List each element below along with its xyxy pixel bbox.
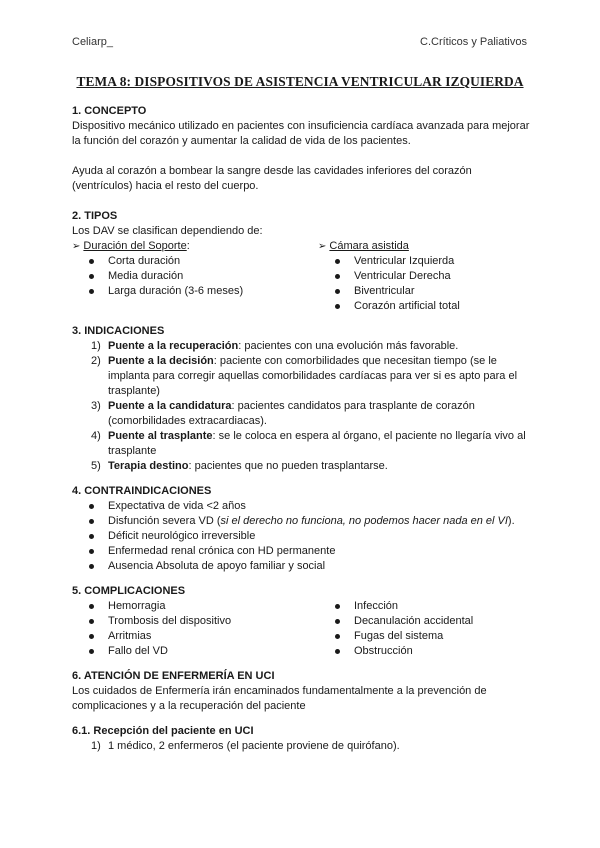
list-item: Corazón artificial total: [335, 299, 530, 314]
tipos-intro: Los DAV se clasifican dependiendo de:: [72, 225, 263, 237]
list-item: Ventricular Izquierda: [335, 254, 530, 269]
bullet-dot-icon: [89, 259, 94, 264]
duracion-colon: :: [186, 240, 190, 252]
camara-heading: Cámara asistida: [329, 240, 409, 252]
bullet-dot-icon: [89, 649, 94, 654]
bullet-dot-icon: [89, 519, 94, 524]
list-item: Decanulación accidental: [335, 614, 530, 629]
list-item: Ausencia Absoluta de apoyo familiar y social: [89, 559, 530, 574]
section-heading-atencion: 6. ATENCIÓN DE ENFERMERÍA EN UCI: [72, 670, 275, 682]
section-heading-tipos: 2. TIPOS: [72, 210, 118, 222]
bullet-dot-icon: [335, 619, 340, 624]
list-item: Ventricular Derecha: [335, 269, 530, 284]
list-item: Infección: [335, 599, 530, 614]
list-item: 1) Puente a la recuperación: pacientes con una evolución más favorable.: [91, 340, 459, 352]
list-item: 5) Terapia destino: pacientes que no pueden trasplantarse.: [91, 460, 388, 472]
bullet-dot-icon: [335, 304, 340, 309]
list-item: 4) Puente al trasplante: se le coloca en espera al órgano, el paciente no llegaría vivo al trasplante: [91, 430, 526, 457]
bullet-dot-icon: [335, 604, 340, 609]
list-item: Corta duración: [89, 254, 318, 269]
list-item: 2) Puente a la decisión: paciente con comorbilidades que necesitan tiempo (se le implanta para corregir aquellas comorbilidades cardíacas para ver si es apto para el trasplante): [91, 355, 518, 397]
list-item: Hemorragia: [89, 599, 318, 614]
list-item: Biventricular: [335, 284, 530, 299]
subsection-heading-recepcion: 6.1. Recepción del paciente en UCI: [72, 725, 254, 737]
arrow-bullet-icon: ➢: [318, 241, 327, 252]
bullet-dot-icon: [89, 274, 94, 279]
tipos-camara: [318, 239, 530, 314]
list-item: 3) Puente a la candidatura: pacientes candidatos para trasplante de corazón (comorbilidades extracardiacas).: [91, 400, 475, 427]
header-author: Celiarp_: [72, 36, 113, 48]
list-item: Enfermedad renal crónica con HD permanente: [89, 544, 530, 559]
section-heading-concepto: 1. CONCEPTO: [72, 105, 147, 117]
atencion-paragraph: Los cuidados de Enfermería irán encaminados fundamentalmente a la prevención de complicaciones y a la recuperación del paciente: [72, 685, 487, 712]
list-item: 1) 1 médico, 2 enfermeros (el paciente proviene de quirófano).: [91, 740, 400, 752]
bullet-dot-icon: [89, 604, 94, 609]
section-heading-indicaciones: 3. INDICACIONES: [72, 325, 165, 337]
bullet-dot-icon: [335, 259, 340, 264]
bullet-dot-icon: [89, 634, 94, 639]
list-item: Obstrucción: [335, 644, 530, 659]
bullet-dot-icon: [89, 504, 94, 509]
concepto-paragraph-1: Dispositivo mecánico utilizado en pacientes con insuficiencia cardíaca avanzada para mejorar la función del corazón y aumentar la calidad de vida de los pacientes.: [72, 120, 530, 147]
list-item: Disfunción severa VD (si el derecho no funciona, no podemos hacer nada en el VI).: [89, 514, 530, 529]
bullet-dot-icon: [335, 649, 340, 654]
list-item: Media duración: [89, 269, 318, 284]
bullet-dot-icon: [89, 564, 94, 569]
document-body: [72, 104, 530, 754]
section-heading-contraindicaciones: 4. CONTRAINDICACIONES: [72, 485, 212, 497]
list-item: Trombosis del dispositivo: [89, 614, 318, 629]
document-title: TEMA 8: DISPOSITIVOS DE ASISTENCIA VENTRICULAR IZQUIERDA: [76, 74, 524, 89]
list-item: Fallo del VD: [89, 644, 318, 659]
list-item: Fugas del sistema: [335, 629, 530, 644]
complicaciones-columns: [72, 599, 530, 659]
list-item: Arritmias: [89, 629, 318, 644]
concepto-paragraph-2: Ayuda al corazón a bombear la sangre desde las cavidades inferiores del corazón (ventrículos) hacia el resto del cuerpo.: [72, 165, 472, 192]
tipos-duracion: [72, 239, 318, 314]
tipos-columns: [72, 239, 530, 314]
list-item: Larga duración (3-6 meses): [89, 284, 318, 299]
bullet-dot-icon: [335, 289, 340, 294]
bullet-dot-icon: [89, 534, 94, 539]
arrow-bullet-icon: ➢: [72, 241, 81, 252]
list-item: Expectativa de vida <2 años: [89, 499, 530, 514]
bullet-dot-icon: [89, 619, 94, 624]
section-heading-complicaciones: 5. COMPLICACIONES: [72, 585, 186, 597]
bullet-dot-icon: [335, 274, 340, 279]
bullet-dot-icon: [89, 289, 94, 294]
header-course: C.Críticos y Paliativos: [420, 36, 527, 48]
duracion-heading: Duración del Soporte: [83, 240, 187, 252]
bullet-dot-icon: [335, 634, 340, 639]
bullet-dot-icon: [89, 549, 94, 554]
list-item: Déficit neurológico irreversible: [89, 529, 530, 544]
